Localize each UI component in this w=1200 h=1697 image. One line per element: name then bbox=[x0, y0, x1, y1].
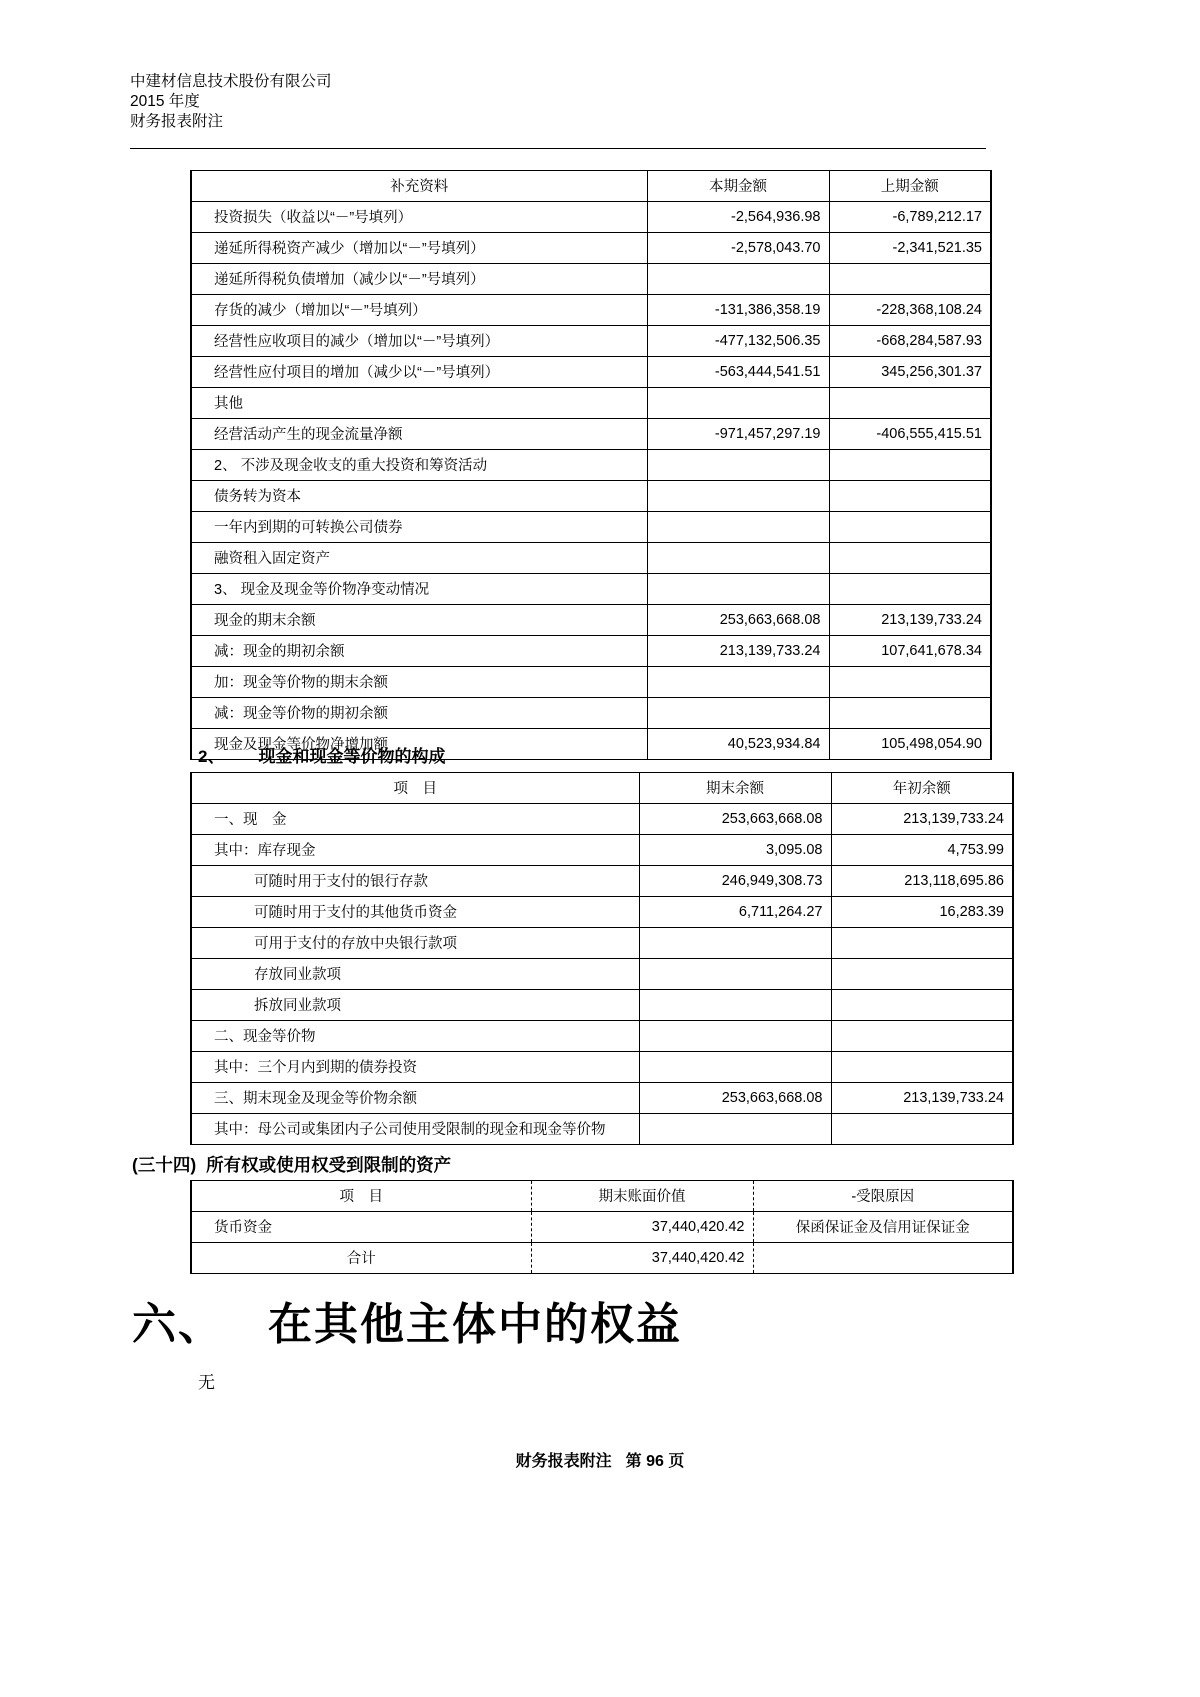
row-end-balance bbox=[639, 1021, 831, 1052]
row-end-balance bbox=[639, 990, 831, 1021]
row-label: 可用于支付的存放中央银行款项 bbox=[191, 928, 639, 959]
chapter-heading bbox=[132, 1288, 682, 1352]
row-label: 其中：库存现金 bbox=[191, 835, 639, 866]
table-row bbox=[191, 1021, 1013, 1052]
row-current: -2,578,043.70 bbox=[647, 233, 829, 264]
table-row bbox=[191, 1114, 1013, 1145]
row-current bbox=[647, 543, 829, 574]
row-end-balance bbox=[639, 1114, 831, 1145]
table-row bbox=[191, 698, 991, 729]
table-row bbox=[191, 804, 1013, 835]
table-row bbox=[191, 295, 991, 326]
row-current bbox=[647, 574, 829, 605]
row-current: -563,444,541.51 bbox=[647, 357, 829, 388]
footer-page-number: 第 96 页 bbox=[625, 1453, 685, 1470]
cash-composition-table-body bbox=[191, 804, 1013, 1145]
section-heading-cash-composition bbox=[198, 742, 445, 767]
table-row bbox=[191, 202, 991, 233]
table-row bbox=[191, 512, 991, 543]
table-header-row bbox=[191, 1181, 1013, 1212]
row-label: 其他 bbox=[191, 388, 647, 419]
supplementary-table-body bbox=[191, 202, 991, 760]
row-prior: -6,789,212.17 bbox=[829, 202, 991, 233]
row-begin-balance: 4,753.99 bbox=[831, 835, 1013, 866]
restricted-assets-table bbox=[190, 1180, 1014, 1274]
row-book-value: 37,440,420.42 bbox=[531, 1212, 753, 1243]
row-current: 213,139,733.24 bbox=[647, 636, 829, 667]
row-label: 融资租入固定资产 bbox=[191, 543, 647, 574]
row-current: -971,457,297.19 bbox=[647, 419, 829, 450]
col-header-current: 本期金额 bbox=[647, 171, 829, 202]
row-begin-balance: 16,283.39 bbox=[831, 897, 1013, 928]
row-label: 经营性应付项目的增加（减少以“－”号填列） bbox=[191, 357, 647, 388]
table-row bbox=[191, 1212, 1013, 1243]
row-prior bbox=[829, 512, 991, 543]
row-label: 加：现金等价物的期末余额 bbox=[191, 667, 647, 698]
table-row bbox=[191, 233, 991, 264]
table-row bbox=[191, 543, 991, 574]
supplementary-table bbox=[190, 170, 992, 760]
row-current bbox=[647, 450, 829, 481]
row-label: 2、 不涉及现金收支的重大投资和筹资活动 bbox=[191, 450, 647, 481]
row-label: 存货的减少（增加以“－”号填列） bbox=[191, 295, 647, 326]
table-row bbox=[191, 667, 991, 698]
row-begin-balance: 213,139,733.24 bbox=[831, 804, 1013, 835]
row-label: 一、现 金 bbox=[191, 804, 639, 835]
row-current bbox=[647, 698, 829, 729]
row-current: -477,132,506.35 bbox=[647, 326, 829, 357]
row-end-balance: 3,095.08 bbox=[639, 835, 831, 866]
header-year: 2015 年度 bbox=[130, 93, 200, 110]
row-end-balance bbox=[639, 1052, 831, 1083]
table-row bbox=[191, 959, 1013, 990]
col-header-item: 项 目 bbox=[191, 773, 639, 804]
row-reason: 保函保证金及信用证保证金 bbox=[753, 1212, 1013, 1243]
row-current bbox=[647, 388, 829, 419]
table-row bbox=[191, 897, 1013, 928]
table-row bbox=[191, 481, 991, 512]
row-label: 合计 bbox=[191, 1243, 531, 1274]
row-prior: 345,256,301.37 bbox=[829, 357, 991, 388]
table-row bbox=[191, 636, 991, 667]
row-book-value: 37,440,420.42 bbox=[531, 1243, 753, 1274]
row-current: -2,564,936.98 bbox=[647, 202, 829, 233]
row-begin-balance: 213,118,695.86 bbox=[831, 866, 1013, 897]
col-header-book-value: 期末账面价值 bbox=[531, 1181, 753, 1212]
row-label: 二、现金等价物 bbox=[191, 1021, 639, 1052]
chapter-number: 六、 bbox=[132, 1300, 224, 1349]
row-reason bbox=[753, 1243, 1013, 1274]
section-number: (三十四) bbox=[132, 1155, 197, 1175]
table-row bbox=[191, 574, 991, 605]
row-prior: 107,641,678.34 bbox=[829, 636, 991, 667]
row-label: 债务转为资本 bbox=[191, 481, 647, 512]
row-label: 拆放同业款项 bbox=[191, 990, 639, 1021]
table-row bbox=[191, 1083, 1013, 1114]
row-prior bbox=[829, 264, 991, 295]
row-label: 投资损失（收益以“－”号填列） bbox=[191, 202, 647, 233]
row-begin-balance bbox=[831, 959, 1013, 990]
row-begin-balance bbox=[831, 1052, 1013, 1083]
row-prior bbox=[829, 667, 991, 698]
table-row bbox=[191, 605, 991, 636]
row-label: 3、 现金及现金等价物净变动情况 bbox=[191, 574, 647, 605]
row-end-balance bbox=[639, 959, 831, 990]
row-label: 经营性应收项目的减少（增加以“－”号填列） bbox=[191, 326, 647, 357]
page-footer bbox=[0, 1448, 1200, 1471]
table-row bbox=[191, 450, 991, 481]
row-label: 现金的期末余额 bbox=[191, 605, 647, 636]
cash-composition-table bbox=[190, 772, 1014, 1145]
cash-composition-table-container bbox=[190, 772, 1012, 1145]
row-current bbox=[647, 264, 829, 295]
row-label: 递延所得税资产减少（增加以“－”号填列） bbox=[191, 233, 647, 264]
table-row bbox=[191, 990, 1013, 1021]
row-prior bbox=[829, 543, 991, 574]
col-header-begin-balance: 年初余额 bbox=[831, 773, 1013, 804]
row-end-balance: 253,663,668.08 bbox=[639, 1083, 831, 1114]
row-current: -131,386,358.19 bbox=[647, 295, 829, 326]
restricted-assets-table-body bbox=[191, 1212, 1013, 1274]
row-end-balance bbox=[639, 928, 831, 959]
section-title: 现金和现金等价物的构成 bbox=[258, 747, 446, 766]
section-number: 2、 bbox=[198, 747, 225, 766]
col-header-end-balance: 期末余额 bbox=[639, 773, 831, 804]
row-prior bbox=[829, 388, 991, 419]
row-end-balance: 6,711,264.27 bbox=[639, 897, 831, 928]
table-row bbox=[191, 1243, 1013, 1274]
row-current: 253,663,668.08 bbox=[647, 605, 829, 636]
row-end-balance: 246,949,308.73 bbox=[639, 866, 831, 897]
table-row bbox=[191, 357, 991, 388]
row-prior bbox=[829, 698, 991, 729]
row-label: 经营活动产生的现金流量净额 bbox=[191, 419, 647, 450]
row-label: 可随时用于支付的银行存款 bbox=[191, 866, 639, 897]
row-label: 减：现金等价物的期初余额 bbox=[191, 698, 647, 729]
row-begin-balance bbox=[831, 990, 1013, 1021]
row-current bbox=[647, 481, 829, 512]
row-label: 递延所得税负债增加（减少以“－”号填列） bbox=[191, 264, 647, 295]
row-label: 其中：母公司或集团内子公司使用受限制的现金和现金等价物 bbox=[191, 1114, 639, 1145]
table-row bbox=[191, 264, 991, 295]
row-end-balance: 253,663,668.08 bbox=[639, 804, 831, 835]
row-prior bbox=[829, 481, 991, 512]
row-label: 现金及现金等价物净增加额 bbox=[191, 729, 647, 760]
col-header-item: 补充资料 bbox=[191, 171, 647, 202]
row-prior: -406,555,415.51 bbox=[829, 419, 991, 450]
table-row bbox=[191, 928, 1013, 959]
row-begin-balance: 213,139,733.24 bbox=[831, 1083, 1013, 1114]
chapter-title: 在其他主体中的权益 bbox=[268, 1300, 682, 1349]
row-label: 三、期末现金及现金等价物余额 bbox=[191, 1083, 639, 1114]
row-prior: -228,368,108.24 bbox=[829, 295, 991, 326]
table-row bbox=[191, 1052, 1013, 1083]
section-title: 所有权或使用权受到限制的资产 bbox=[206, 1155, 452, 1175]
col-header-item: 项 目 bbox=[191, 1181, 531, 1212]
table-row bbox=[191, 419, 991, 450]
row-label: 一年内到期的可转换公司债券 bbox=[191, 512, 647, 543]
row-current: 40,523,934.84 bbox=[647, 729, 829, 760]
table-row bbox=[191, 326, 991, 357]
row-current bbox=[647, 667, 829, 698]
row-prior bbox=[829, 574, 991, 605]
table-row bbox=[191, 866, 1013, 897]
row-label: 其中：三个月内到期的债券投资 bbox=[191, 1052, 639, 1083]
table-row bbox=[191, 388, 991, 419]
row-begin-balance bbox=[831, 928, 1013, 959]
document-header bbox=[130, 72, 990, 132]
header-company: 中建材信息技术股份有限公司 bbox=[130, 73, 332, 90]
section-heading-restricted-assets bbox=[132, 1152, 451, 1177]
restricted-assets-table-container bbox=[190, 1180, 1012, 1274]
col-header-prior: 上期金额 bbox=[829, 171, 991, 202]
footer-title: 财务报表附注 bbox=[515, 1453, 612, 1470]
col-header-reason: -受限原因 bbox=[753, 1181, 1013, 1212]
chapter-body-text: 无 bbox=[198, 1373, 215, 1392]
row-label: 可随时用于支付的其他货币资金 bbox=[191, 897, 639, 928]
header-doc-title: 财务报表附注 bbox=[130, 113, 224, 130]
row-prior: -668,284,587.93 bbox=[829, 326, 991, 357]
table-row bbox=[191, 835, 1013, 866]
row-label: 减：现金的期初余额 bbox=[191, 636, 647, 667]
row-current bbox=[647, 512, 829, 543]
row-label: 货币资金 bbox=[191, 1212, 531, 1243]
row-begin-balance bbox=[831, 1021, 1013, 1052]
supplementary-table-container bbox=[190, 170, 990, 760]
table-header-row bbox=[191, 171, 991, 202]
row-prior: 105,498,054.90 bbox=[829, 729, 991, 760]
row-prior bbox=[829, 450, 991, 481]
row-prior: 213,139,733.24 bbox=[829, 605, 991, 636]
header-divider bbox=[130, 148, 986, 149]
row-label: 存放同业款项 bbox=[191, 959, 639, 990]
table-header-row bbox=[191, 773, 1013, 804]
row-prior: -2,341,521.35 bbox=[829, 233, 991, 264]
row-begin-balance bbox=[831, 1114, 1013, 1145]
